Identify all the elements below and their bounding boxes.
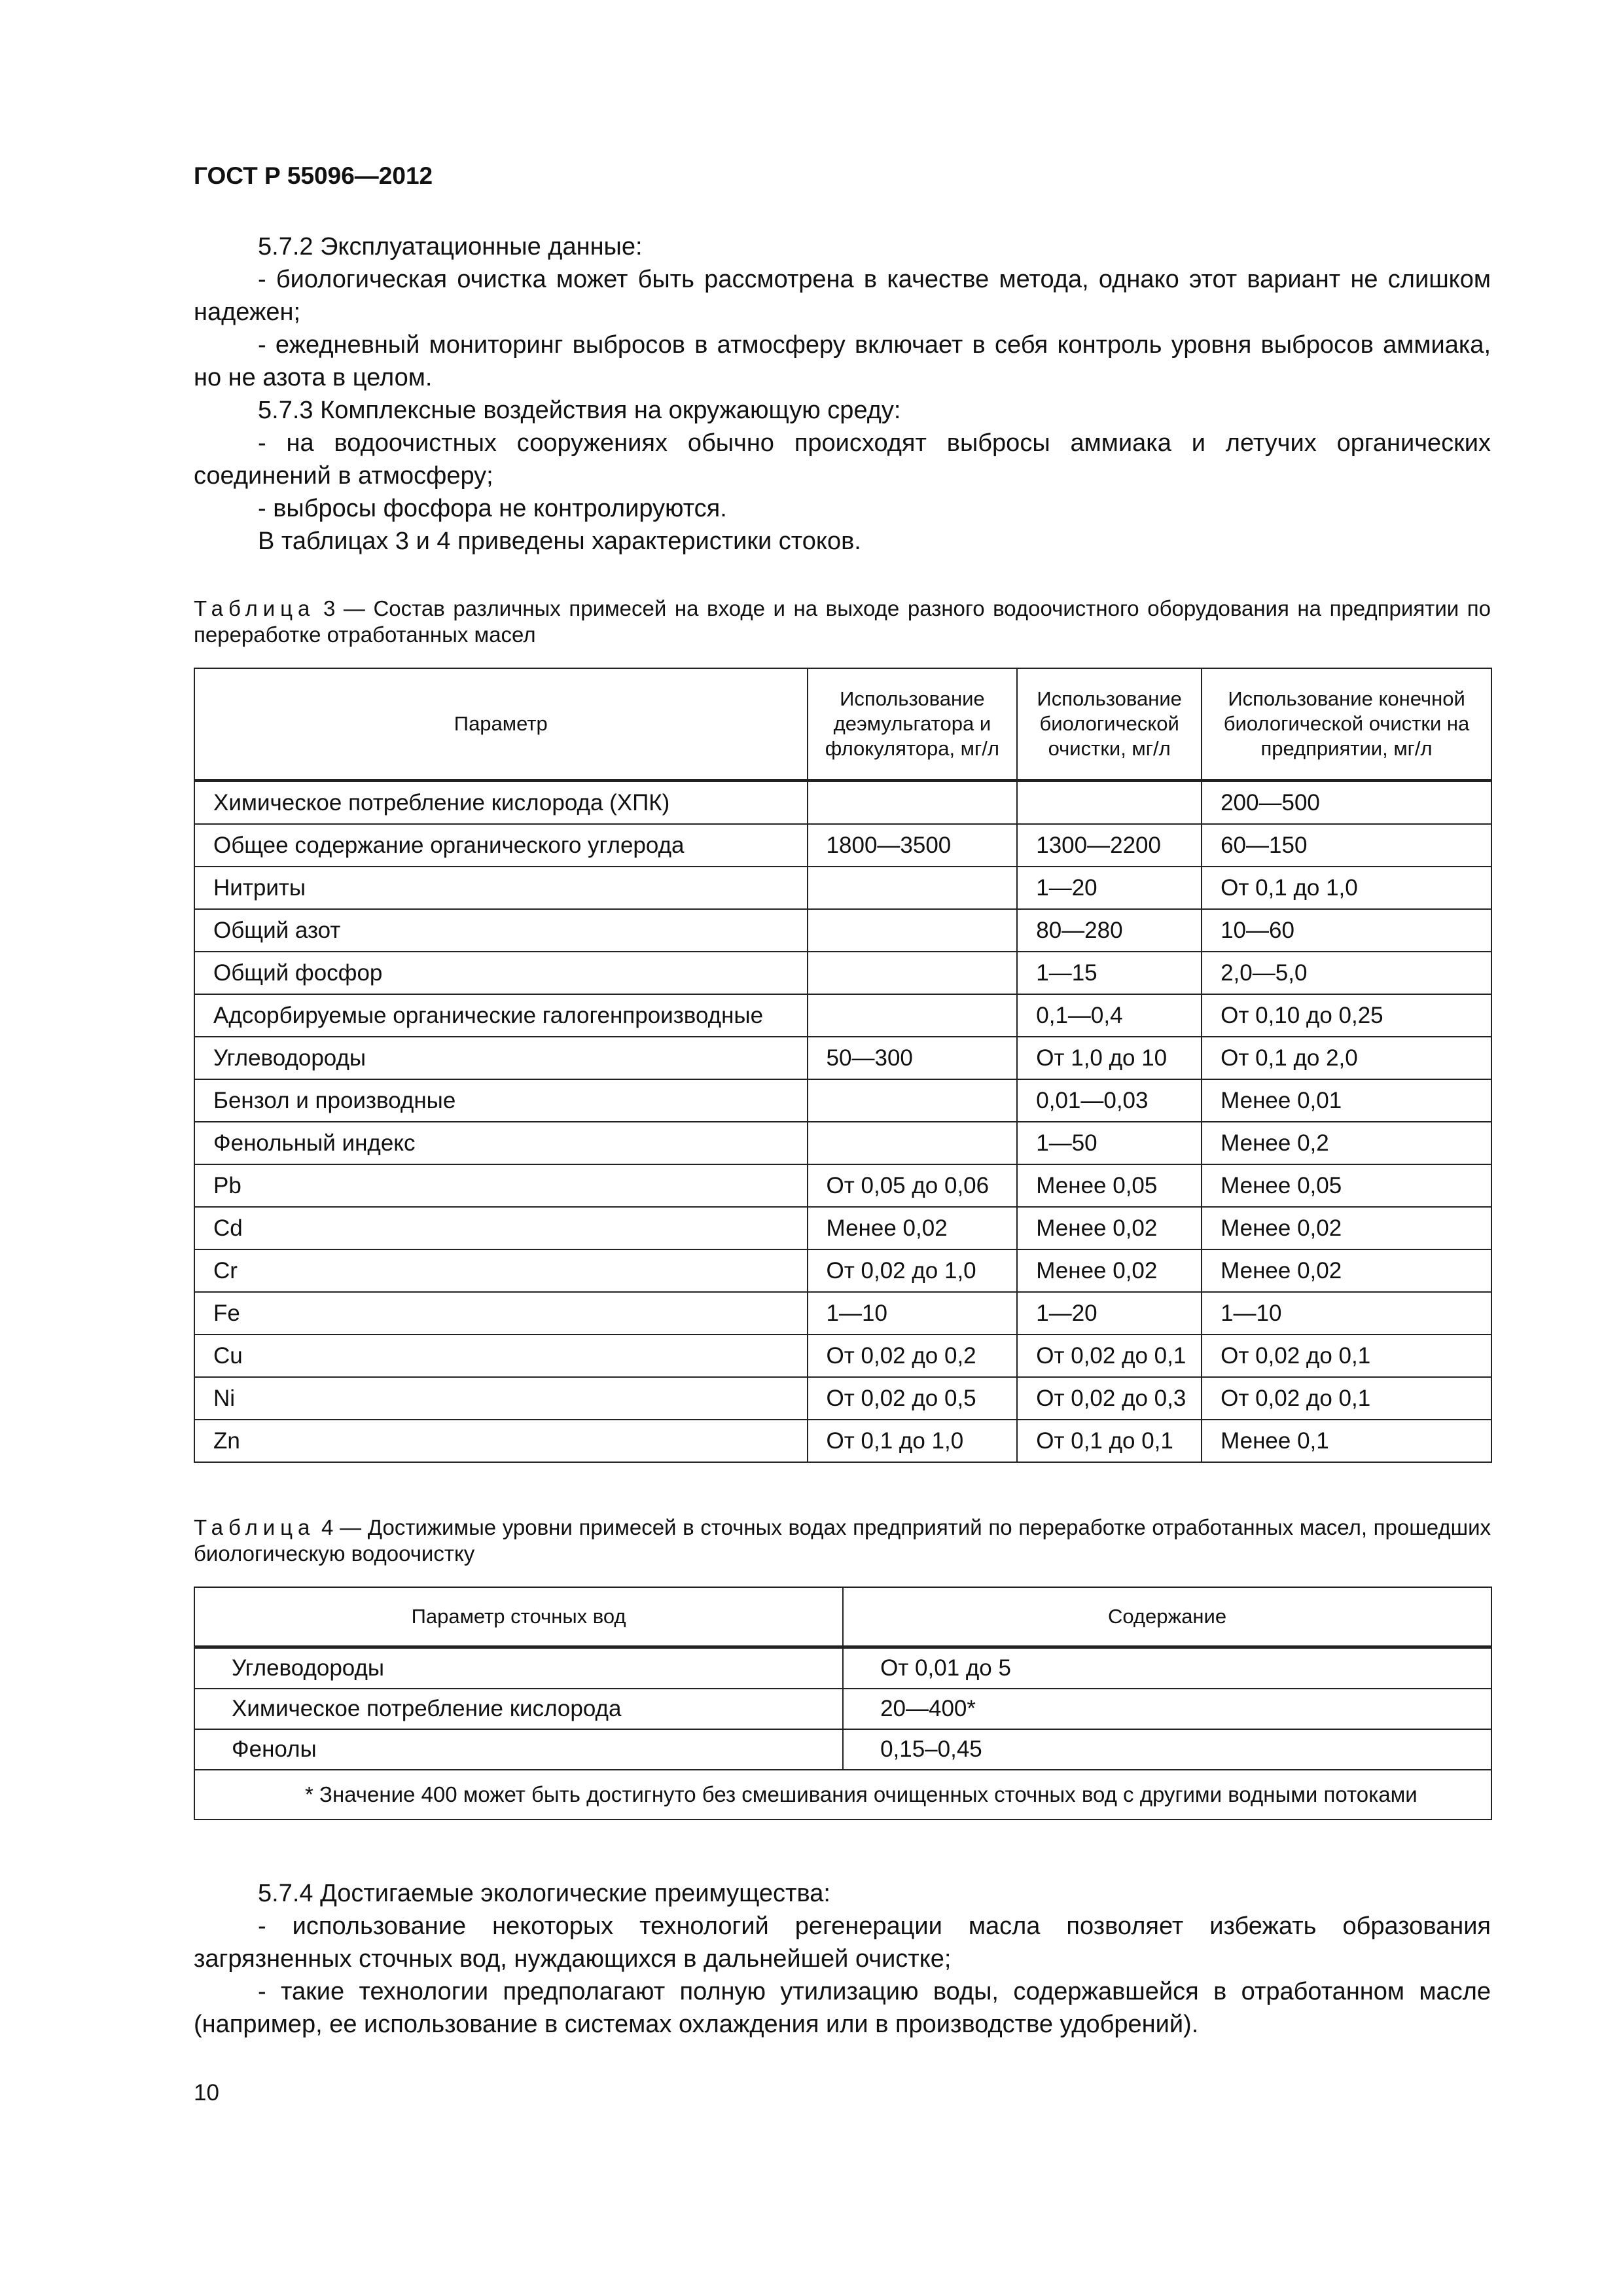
parameter-cell: Cd: [194, 1207, 808, 1249]
table-row: [194, 1689, 1491, 1729]
parameter-cell: Нитриты: [194, 867, 808, 909]
value-cell: От 0,1 до 0,1: [1017, 1420, 1202, 1462]
value-cell: [808, 867, 1018, 909]
table-3-caption: [194, 596, 1491, 648]
value-cell: [808, 781, 1018, 825]
value-cell: 200—500: [1202, 781, 1491, 825]
value-cell: От 0,02 до 0,1: [1017, 1335, 1202, 1377]
table-caption-text: 3 — Состав различных примесей на входе и на выходе разного водоочистного оборудования на предприятии по переработке отработанных масел: [194, 596, 1491, 647]
table-footnote: * Значение 400 может быть достигнуто без смешивания очищенных сточных вод с другими водными потоками: [194, 1770, 1491, 1820]
value-cell: От 0,05 до 0,06: [808, 1164, 1018, 1207]
table-row: [194, 1377, 1491, 1420]
section-heading: 5.7.3 Комплексные воздействия на окружающую среду:: [258, 397, 901, 424]
value-cell: [808, 1122, 1018, 1164]
table-row: [194, 1164, 1491, 1207]
parameter-cell: Химическое потребление кислорода: [194, 1689, 843, 1729]
column-header: Параметр сточных вод: [194, 1587, 843, 1647]
table-row: [194, 994, 1491, 1037]
table-label: Таблица: [194, 596, 315, 620]
table-row: [194, 1292, 1491, 1335]
paragraph: - такие технологии предполагают полную утилизацию воды, содержавшейся в отработанном масле (например, ее использование в системах охлаждения или в производстве удобрений).: [194, 1978, 1491, 2038]
table-row: [194, 1729, 1491, 1770]
value-cell: [808, 1079, 1018, 1122]
value-cell: От 0,02 до 0,1: [1202, 1335, 1491, 1377]
table-row: [194, 1647, 1491, 1689]
value-cell: От 0,02 до 1,0: [808, 1249, 1018, 1292]
value-cell: [808, 909, 1018, 952]
parameter-cell: Ni: [194, 1377, 808, 1420]
column-header: Использование биологической очистки, мг/л: [1017, 668, 1202, 781]
value-cell: Менее 0,02: [1017, 1207, 1202, 1249]
value-cell: Менее 0,02: [1202, 1249, 1491, 1292]
parameter-cell: Общий азот: [194, 909, 808, 952]
parameter-cell: Фенольный индекс: [194, 1122, 808, 1164]
value-cell: Менее 0,02: [1017, 1249, 1202, 1292]
value-cell: 2,0—5,0: [1202, 952, 1491, 994]
value-cell: От 0,01 до 5: [843, 1647, 1491, 1689]
column-header: Содержание: [843, 1587, 1491, 1647]
value-cell: Менее 0,01: [1202, 1079, 1491, 1122]
parameter-cell: Бензол и производные: [194, 1079, 808, 1122]
value-cell: 0,01—0,03: [1017, 1079, 1202, 1122]
value-cell: От 0,1 до 1,0: [808, 1420, 1018, 1462]
table-row: [194, 824, 1491, 867]
parameter-cell: Адсорбируемые органические галогенпроизводные: [194, 994, 808, 1037]
table-header-row: [194, 668, 1491, 781]
column-header: Использование конечной биологической очистки на предприятии, мг/л: [1202, 668, 1491, 781]
table-row: [194, 1249, 1491, 1292]
page-number: 10: [194, 2080, 219, 2106]
table-row: [194, 1420, 1491, 1462]
table-4-caption: [194, 1515, 1491, 1567]
parameter-cell: Fe: [194, 1292, 808, 1335]
value-cell: 1—20: [1017, 1292, 1202, 1335]
value-cell: 1—15: [1017, 952, 1202, 994]
value-cell: 0,15–0,45: [843, 1729, 1491, 1770]
table-caption-text: 4 — Достижимые уровни примесей в сточных водах предприятий по переработке отработанных масел, прошедших биологическую водоочистку: [194, 1515, 1491, 1566]
value-cell: От 0,1 до 1,0: [1202, 867, 1491, 909]
value-cell: Менее 0,05: [1017, 1164, 1202, 1207]
parameter-cell: Общий фосфор: [194, 952, 808, 994]
paragraph: В таблицах 3 и 4 приведены характеристики стоков.: [258, 528, 861, 555]
parameter-cell: Pb: [194, 1164, 808, 1207]
table-row: [194, 1122, 1491, 1164]
section-5-7-2: [194, 230, 1491, 558]
parameter-cell: Cu: [194, 1335, 808, 1377]
value-cell: Менее 0,2: [1202, 1122, 1491, 1164]
table-row: [194, 1335, 1491, 1377]
parameter-cell: Химическое потребление кислорода (ХПК): [194, 781, 808, 825]
value-cell: 80—280: [1017, 909, 1202, 952]
value-cell: 1300—2200: [1017, 824, 1202, 867]
parameter-cell: Углеводороды: [194, 1037, 808, 1079]
table-row: [194, 1207, 1491, 1249]
value-cell: [1017, 781, 1202, 825]
value-cell: [808, 994, 1018, 1037]
value-cell: 1—10: [1202, 1292, 1491, 1335]
document-code: ГОСТ Р 55096—2012: [194, 162, 433, 189]
value-cell: Менее 0,02: [1202, 1207, 1491, 1249]
section-heading: 5.7.4 Достигаемые экологические преимущества:: [258, 1880, 830, 1907]
column-header: Использование деэмульгатора и флокулятора, мг/л: [808, 668, 1018, 781]
value-cell: От 1,0 до 10: [1017, 1037, 1202, 1079]
value-cell: От 0,02 до 0,5: [808, 1377, 1018, 1420]
table-row: [194, 867, 1491, 909]
paragraph: - биологическая очистка может быть рассмотрена в качестве метода, однако этот вариант не слишком надежен;: [194, 266, 1491, 326]
paragraph: - использование некоторых технологий регенерации масла позволяет избежать образования загрязненных сточных вод, нуждающихся в дальнейшей очистке;: [194, 1912, 1491, 1973]
table-4: [194, 1587, 1492, 1820]
value-cell: 1—10: [808, 1292, 1018, 1335]
table-row: [194, 1037, 1491, 1079]
parameter-cell: Общее содержание органического углерода: [194, 824, 808, 867]
value-cell: Менее 0,1: [1202, 1420, 1491, 1462]
parameter-cell: Углеводороды: [194, 1647, 843, 1689]
table-row: [194, 1079, 1491, 1122]
table-row: [194, 952, 1491, 994]
table-header-row: [194, 1587, 1491, 1647]
value-cell: От 0,02 до 0,1: [1202, 1377, 1491, 1420]
table-3: [194, 668, 1492, 1463]
paragraph: - ежедневный мониторинг выбросов в атмосферу включает в себя контроль уровня выбросов аммиака, но не азота в целом.: [194, 331, 1491, 391]
parameter-cell: Фенолы: [194, 1729, 843, 1770]
paragraph: - на водоочистных сооружениях обычно происходят выбросы аммиака и летучих органических соединений в атмосферу;: [194, 429, 1491, 490]
value-cell: 0,1—0,4: [1017, 994, 1202, 1037]
value-cell: 1—50: [1017, 1122, 1202, 1164]
value-cell: От 0,02 до 0,2: [808, 1335, 1018, 1377]
table-row: [194, 781, 1491, 825]
section-5-7-4: [194, 1877, 1491, 2041]
value-cell: От 0,1 до 2,0: [1202, 1037, 1491, 1079]
column-header: Параметр: [194, 668, 808, 781]
value-cell: От 0,02 до 0,3: [1017, 1377, 1202, 1420]
section-heading: 5.7.2 Эксплуатационные данные:: [258, 233, 643, 260]
value-cell: Менее 0,05: [1202, 1164, 1491, 1207]
value-cell: [808, 952, 1018, 994]
value-cell: 20—400*: [843, 1689, 1491, 1729]
table-row: [194, 909, 1491, 952]
value-cell: 60—150: [1202, 824, 1491, 867]
parameter-cell: Zn: [194, 1420, 808, 1462]
value-cell: 50—300: [808, 1037, 1018, 1079]
value-cell: От 0,10 до 0,25: [1202, 994, 1491, 1037]
table-label: Таблица: [194, 1515, 315, 1539]
value-cell: Менее 0,02: [808, 1207, 1018, 1249]
table-footnote-row: [194, 1770, 1491, 1820]
value-cell: 1—20: [1017, 867, 1202, 909]
value-cell: 10—60: [1202, 909, 1491, 952]
parameter-cell: Cr: [194, 1249, 808, 1292]
value-cell: 1800—3500: [808, 824, 1018, 867]
paragraph: - выбросы фосфора не контролируются.: [258, 495, 727, 522]
